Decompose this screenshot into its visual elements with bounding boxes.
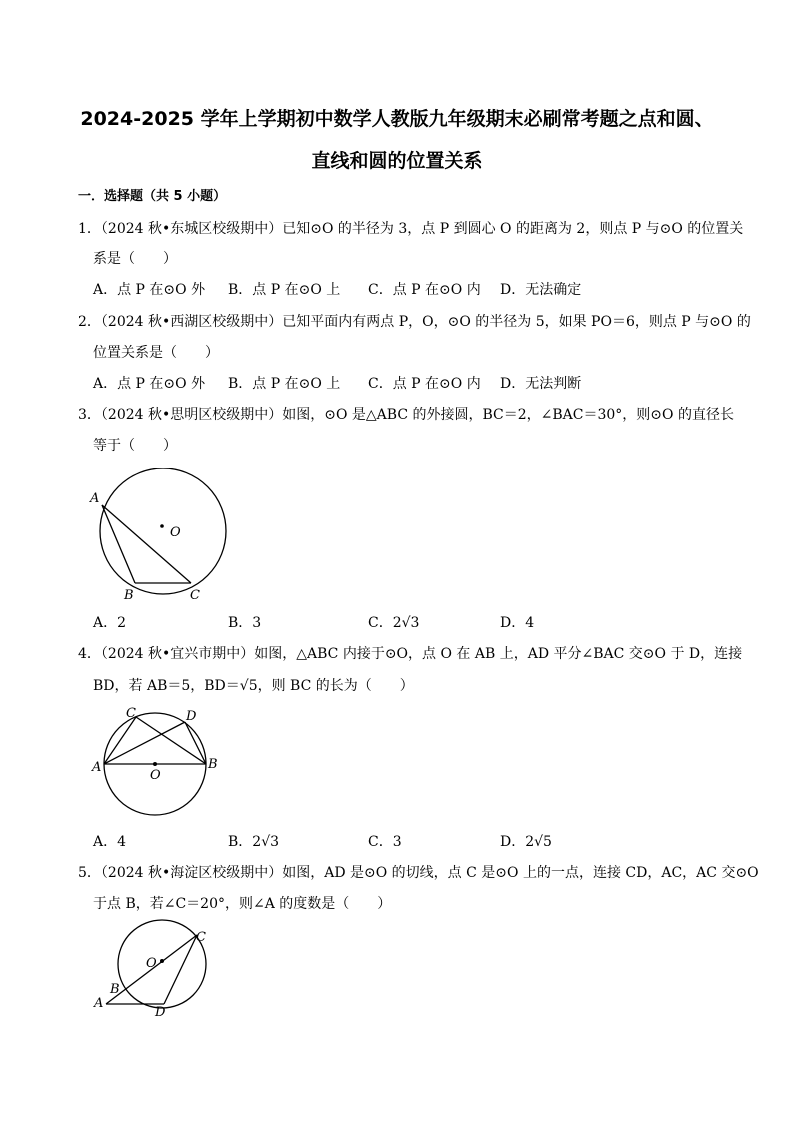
label-c: C xyxy=(190,588,200,603)
label-c: C xyxy=(196,930,206,945)
question-4-option-a: A．4 xyxy=(93,834,127,850)
segment-ab xyxy=(102,505,135,583)
question-4-option-b: B．2√3 xyxy=(228,834,280,850)
question-2-option-b: B．点 P 在⊙O 上 xyxy=(228,376,341,392)
question-3-figure xyxy=(88,468,228,608)
label-a: A xyxy=(92,760,102,775)
question-1-option-c: C．点 P 在⊙O 内 xyxy=(368,282,481,298)
question-3-line2: 等于（ ） xyxy=(93,438,177,454)
question-2-line2: 位置关系是（ ） xyxy=(93,345,219,361)
section-heading: 一．选择题（共 5 小题） xyxy=(78,189,227,204)
label-b: B xyxy=(110,982,120,997)
question-4-line1: 4．（2024 秋•宜兴市期中）如图，△ABC 内接于⊙O，点 O 在 AB 上，AD 平分∠BAC 交⊙O 于 D，连接 xyxy=(78,646,743,662)
question-5-line2: 于点 B，若∠C＝20°，则∠A 的度数是（ ） xyxy=(93,896,392,912)
question-1-line2: 系是（ ） xyxy=(93,251,177,267)
question-3-option-d: D．4 xyxy=(500,615,535,631)
question-1-option-a: A．点 P 在⊙O 外 xyxy=(93,282,206,298)
label-o: O xyxy=(170,525,181,540)
label-d: D xyxy=(155,1005,166,1020)
segment-ad xyxy=(104,722,185,764)
circle-o xyxy=(118,920,206,1008)
segment-cd xyxy=(164,935,197,1004)
question-1-option-b: B．点 P 在⊙O 上 xyxy=(228,282,341,298)
page-title-line1: 2024-2025 学年上学期初中数学人教版九年级期末必刷常考题之点和圆、 xyxy=(80,108,714,130)
question-2-option-d: D．无法判断 xyxy=(500,376,582,392)
segment-cb xyxy=(136,717,206,764)
center-point xyxy=(160,524,164,528)
question-2-line1: 2．（2024 秋•西湖区校级期中）已知平面内有两点 P，O，⊙O 的半径为 5，如果 PO＝6，则点 P 与⊙O 的 xyxy=(78,314,751,330)
question-4-option-c: C．3 xyxy=(368,834,402,850)
label-o: O xyxy=(146,956,157,971)
question-2-option-a: A．点 P 在⊙O 外 xyxy=(93,376,206,392)
question-4-option-d: D．2√5 xyxy=(500,834,552,850)
label-a: A xyxy=(90,491,100,506)
label-c: C xyxy=(126,706,136,721)
question-2-option-c: C．点 P 在⊙O 内 xyxy=(368,376,481,392)
center-point xyxy=(153,762,157,766)
question-5-figure xyxy=(88,918,228,1023)
question-3-option-b: B．3 xyxy=(228,615,262,631)
segment-ac xyxy=(104,717,136,764)
question-3-line1: 3．（2024 秋•思明区校级期中）如图，⊙O 是△ABC 的外接圆，BC＝2，∠BAC＝30°，则⊙O 的直径长 xyxy=(78,407,734,423)
label-a: A xyxy=(94,996,104,1011)
page-title-line2: 直线和圆的位置关系 xyxy=(311,150,483,172)
center-point xyxy=(160,959,164,963)
question-1-option-d: D．无法确定 xyxy=(500,282,582,298)
question-3-option-a: A．2 xyxy=(93,615,127,631)
question-3-option-c: C．2√3 xyxy=(368,615,420,631)
label-b: B xyxy=(208,757,218,772)
question-1-line1: 1．（2024 秋•东城区校级期中）已知⊙O 的半径为 3，点 P 到圆心 O 的距离为 2，则点 P 与⊙O 的位置关 xyxy=(78,221,744,237)
label-o: O xyxy=(150,768,161,783)
question-5-line1: 5．（2024 秋•海淀区校级期中）如图，AD 是⊙O 的切线，点 C 是⊙O 上的一点，连接 CD，AC，AC 交⊙O xyxy=(78,865,759,881)
question-4-figure xyxy=(88,700,228,825)
circle-o xyxy=(100,468,226,594)
label-b: B xyxy=(124,588,134,603)
question-4-line2: BD，若 AB＝5，BD＝√5，则 BC 的长为（ ） xyxy=(93,678,414,694)
label-d: D xyxy=(186,709,197,724)
